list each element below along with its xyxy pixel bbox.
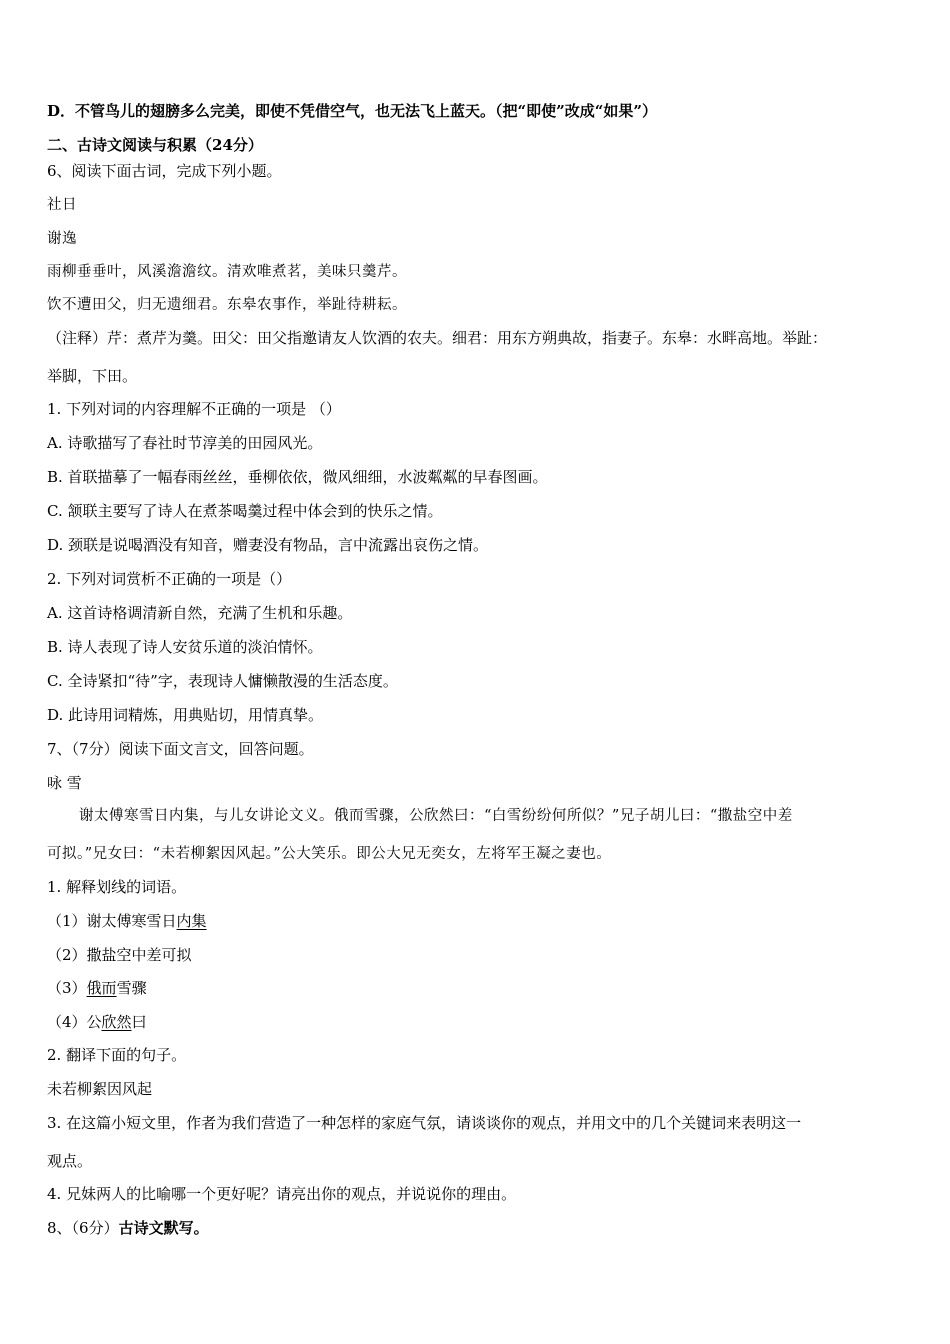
underlined-word: 欣然 (101, 1013, 132, 1031)
question-5-option-d: D．不管鸟儿的翅膀多么完美，即使不凭借空气，也无法飞上蓝天。（把“即使”改成“如果”） (47, 102, 658, 120)
section-2-heading: 二、古诗文阅读与积累（24分） (47, 136, 263, 154)
question-7-3-cont: 观点。 (47, 1152, 93, 1170)
question-7-1: 1. 解释划线的词语。 (47, 878, 187, 896)
question-7-1-item-4: （4）公欣然曰 (47, 1013, 147, 1031)
question-7-2-sentence: 未若柳絮因风起 (47, 1080, 153, 1098)
poem-notes: （注释）芹：煮芹为羹。田父：田父指邀请友人饮酒的农夫。细君：用东方朔典故，指妻子。东皋：水畔高地。举趾： (47, 329, 828, 347)
question-6-2: 2. 下列对词赏析不正确的一项是（） (47, 570, 292, 588)
underlined-word: 内集 (176, 912, 207, 930)
underlined-word: 俄而 (86, 979, 117, 997)
question-6-prompt: 6、阅读下面古词，完成下列小题。 (47, 162, 282, 180)
poem-line-1: 雨柳垂垂叶，风溪澹澹纹。清欢唯煮茗，美味只羹芹。 (47, 264, 407, 280)
question-6-1-option-d: D. 颈联是说喝酒没有知音，赠妻没有物品，言中流露出哀伤之情。 (47, 536, 489, 554)
question-7-1-item-1: （1）谢太傅寒雪日内集 (47, 912, 207, 930)
question-8-prompt: 8、（6分）古诗文默写。 (47, 1219, 209, 1237)
question-7-1-item-2: （2）撒盐空中差可拟 (47, 946, 192, 964)
poem-title: 社日 (47, 197, 77, 213)
question-7-3: 3. 在这篇小短文里，作者为我们营造了一种怎样的家庭气氛，请谈谈你的观点，并用文中的几个关键词来表明这一 (47, 1114, 802, 1132)
question-6-2-option-a: A. 这首诗格调清新自然，充满了生机和乐趣。 (47, 604, 353, 622)
question-6-2-option-d: D. 此诗用词精炼，用典贴切，用情真挚。 (47, 706, 324, 724)
question-6-1-option-b: B. 首联描摹了一幅春雨丝丝，垂柳依依，微风细细，水波粼粼的早春图画。 (47, 468, 548, 486)
passage-paragraph: 谢太傅寒雪日内集，与儿女讲论文义。俄而雪骤，公欣然曰：“白雪纷纷何所似？”兄子胡儿曰：“撒盐空中差 (79, 808, 793, 824)
poem-notes-cont: 举脚，下田。 (47, 367, 138, 385)
poem-author: 谢逸 (47, 231, 77, 247)
question-7-2: 2. 翻译下面的句子。 (47, 1046, 187, 1064)
question-6-2-option-b: B. 诗人表现了诗人安贫乐道的淡泊情怀。 (47, 638, 323, 656)
passage-paragraph-cont: 可拟。”兄女曰：“未若柳絮因风起。”公大笑乐。即公大兄无奕女，左将军王凝之妻也。 (47, 846, 612, 862)
passage-title: 咏 雪 (47, 774, 82, 792)
question-7-prompt: 7、（7分）阅读下面文言文，回答问题。 (47, 740, 314, 758)
question-6-1-option-c: C. 颔联主要写了诗人在煮茶喝羹过程中体会到的快乐之情。 (47, 502, 443, 520)
poem-line-2: 饮不遭田父，归无遗细君。东皋农事作，举趾待耕耘。 (47, 297, 407, 313)
question-7-1-item-3: （3）俄而雪骤 (47, 979, 147, 997)
question-7-4: 4. 兄妹两人的比喻哪一个更好呢？请亮出你的观点，并说说你的理由。 (47, 1185, 517, 1203)
question-6-2-option-c: C. 全诗紧扣“待”字，表现诗人慵懒散漫的生活态度。 (47, 672, 398, 690)
question-6-1-option-a: A. 诗歌描写了春社时节淳美的田园风光。 (47, 434, 323, 452)
question-6-1: 1. 下列对词的内容理解不正确的一项是 （） (47, 400, 341, 418)
